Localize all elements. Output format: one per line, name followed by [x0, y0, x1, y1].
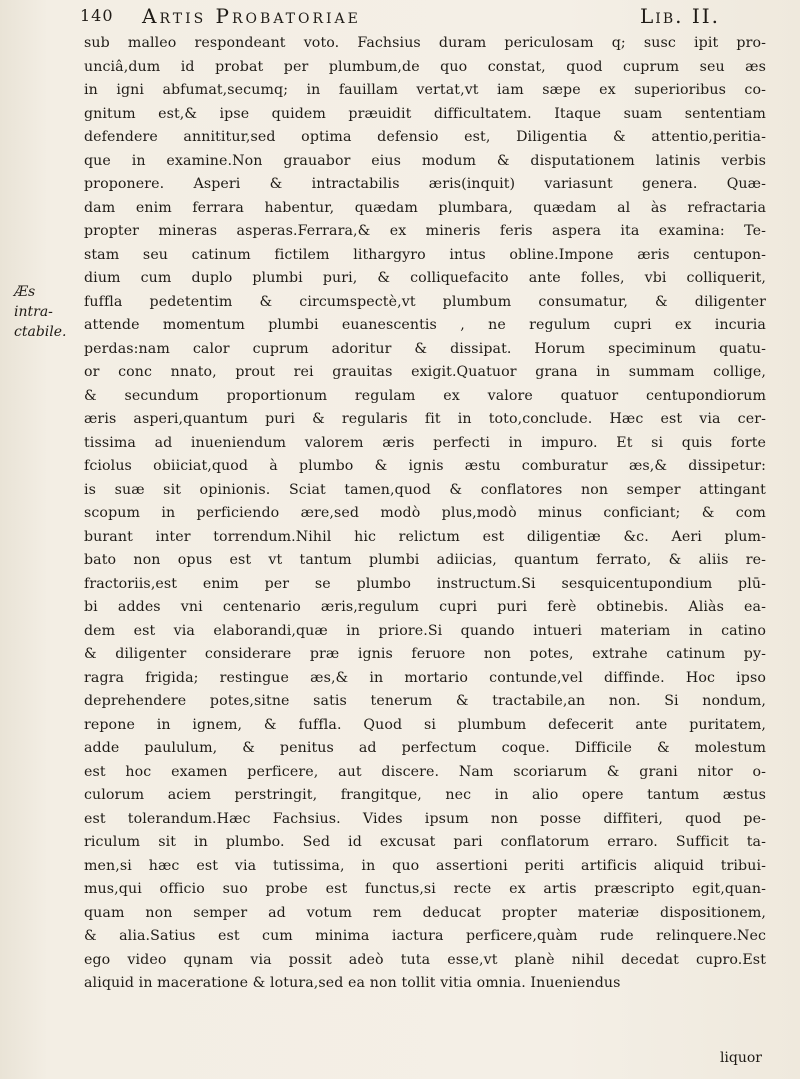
text-line: est hoc examen perficere, aut discere. Nam scoriarum & grani nitor o-	[84, 763, 766, 780]
text-line: dam enim ferrara habentur, quædam plumbara, quædam al às refractaria	[84, 199, 766, 216]
text-line: or conc nnato, prout rei grauitas exigit.Quatuor grana in summam collige,	[84, 364, 766, 380]
text-line: ragra frigida; restingue æs,& in mortario contunde,vel diffinde. Hoc ipso	[84, 669, 766, 686]
text-line: scopum in perficiendo ære,sed modò plus,modò minus conficiant; & com	[84, 505, 766, 521]
text-line: fuffla pedetentim & circumspectè,vt plumbum consumatur, & diligenter	[84, 293, 766, 310]
text-line: mus,qui officio suo probe est functus,si recte ex artis præscripto egit,quan-	[84, 881, 766, 897]
text-line: fciolus obiiciat,quod à plumbo & ignis æstu comburatur æs,& dissipetur:	[84, 458, 766, 474]
text-line: is suæ sit opinionis. Sciat tamen,quod & conflatores non semper attingant	[84, 481, 766, 498]
text-line: tissima ad inueniendum valorem æris perfecti in impuro. Et si quis forte	[84, 434, 766, 451]
body-text	[84, 32, 766, 996]
text-line: bato non opus est vt tantum plumbi adiicias, quantum ferrato, & aliis re-	[84, 552, 766, 568]
text-line: & secundum proportionum regulam ex valore quatuor centupondiorum	[84, 387, 766, 404]
text-line: deprehendere potes,sitne satis tenerum & tractabile,an non. Si nondum,	[84, 693, 766, 709]
text-line: quam non semper ad votum rem deducat propter materiæ dispositionem,	[84, 904, 766, 921]
text-line: men,si hæc est via tutissima, in quo assertioni periti artificis aliquid tribui-	[84, 857, 766, 874]
text-line: æris asperi,quantum puri & regularis fit in toto,conclude. Hæc est via cer-	[84, 411, 766, 427]
text-line: defendere annititur,sed optima defensio est, Diligentia & attentio,peritia-	[84, 129, 766, 145]
text-line: que in examine.Non grauabor eius modum & disputationem latinis verbis	[84, 152, 766, 169]
text-line: ego video qu̧nam via possit adeò tuta esse,vt planè nihil decedat cupro.Est	[84, 951, 766, 968]
text-line: bi addes vni centenario æris,regulum cupri puri ferè obtinebis. Aliàs ea-	[84, 599, 766, 615]
page-header	[80, 4, 720, 30]
text-line: & alia.Satius est cum minima iactura perficere,quàm rude relinquere.Nec	[84, 928, 766, 944]
text-line: aliquid in maceratione & lotura,sed ea non tollit vitia omnia. Inueniendus	[84, 975, 621, 991]
text-line: propter mineras asperas.Ferrara,& ex mineris feris aspera ita examina: Te-	[84, 223, 766, 239]
text-line: dium cum duplo plumbi puri, & colliquefacito ante folles, vbi colliquerit,	[84, 270, 766, 286]
text-line: unciâ,dum id probat per plumbum,de quo constat, quod cuprum seu æs	[84, 58, 766, 75]
text-line: & diligenter considerare præ ignis feruore non potes, extrahe catinum py-	[84, 646, 766, 662]
text-line: attende momentum plumbi euanescentis , ne regulum cupri ex incuria	[84, 317, 766, 333]
margin-note: Æs intra-ctabile.	[14, 284, 67, 340]
text-line: est tolerandum.Hæc Fachsius. Vides ipsum non posse diffiteri, quod pe-	[84, 810, 766, 827]
text-line: repone in ignem, & fuffla. Quod si plumbum defecerit ante puritatem,	[84, 716, 766, 733]
text-line: fractoriis,est enim per se plumbo instructum.Si sesquicentupondium plū-	[84, 575, 766, 592]
text-line: perdas:nam calor cuprum adoritur & dissipat. Horum speciminum quatu-	[84, 340, 766, 357]
text-line: gnitum est,& ipse quidem præuidit difficultatem. Itaque suam sententiam	[84, 105, 766, 122]
page-number: 140	[80, 6, 114, 25]
text-line: riculum sit in plumbo. Sed id excusat pari conflatorum erraro. Sufficit ta-	[84, 834, 766, 850]
text-line: dem est via elaborandi,quæ in priore.Si quando intueri materiam in catino	[84, 622, 766, 639]
catchword: liquor	[719, 1050, 762, 1066]
text-line: in igni abfumat,secumq; in fauillam vertat,vt iam sæpe ex superioribus co-	[84, 82, 766, 98]
text-line: sub malleo respondeant voto. Fachsius duram periculosam q; susc ipit pro-	[84, 35, 766, 51]
text-line: proponere. Asperi & intractabilis æris(inquit) variasunt genera. Quæ-	[84, 176, 766, 192]
text-line: adde paululum, & penitus ad perfectum coque. Difficile & molestum	[84, 740, 766, 756]
running-title: Artis Probatoriae	[142, 4, 361, 28]
book-reference: Lib. II.	[640, 4, 720, 28]
text-line: stam seu catinum fictilem lithargyro intus obline.Impone æris centupon-	[84, 246, 766, 263]
text-line: burant inter torrendum.Nihil hic relictum est diligentiæ &c. Aeri plum-	[84, 528, 766, 545]
text-line: culorum aciem perstringit, frangitque, nec in alio opere tantum æstus	[84, 787, 766, 803]
